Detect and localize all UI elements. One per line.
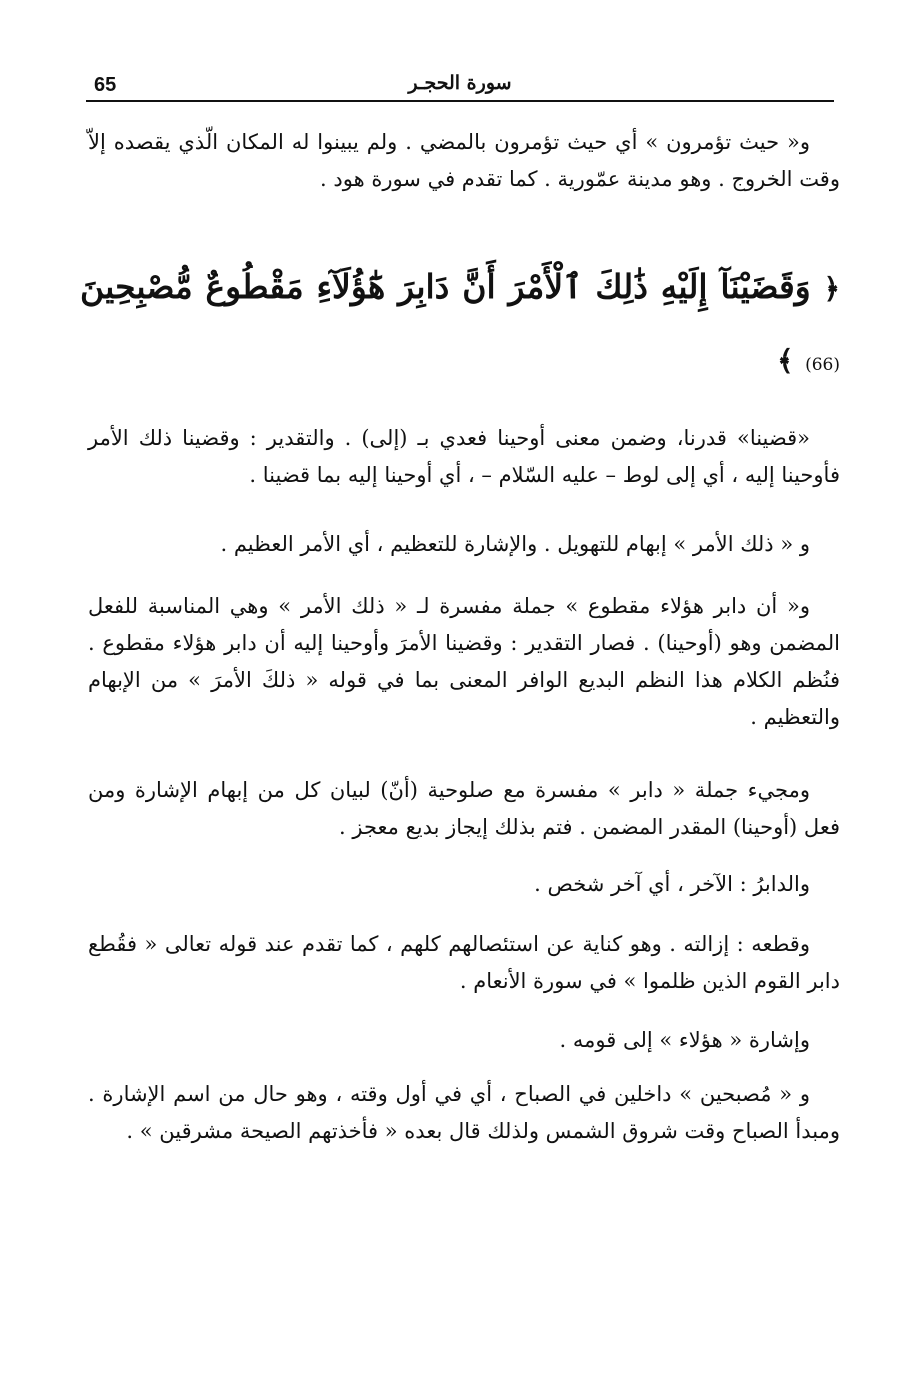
commentary-paragraph-6-block — [88, 926, 840, 1000]
quran-verse — [80, 252, 840, 400]
commentary-paragraph-1-block — [88, 420, 840, 494]
verse-open-bracket: ﴿ — [823, 272, 840, 305]
intro-paragraph-block — [88, 124, 840, 198]
commentary-paragraph-7-block — [88, 1022, 840, 1059]
verse-text: وَقَضَيْنَآ إِلَيْهِ ذَٰلِكَ ٱلْأَمْرَ أَنَّ دَابِرَ هَٰٓؤُلَآءِ مَقْطُوعٌ مُّصْبِحِينَ — [80, 267, 811, 306]
commentary-paragraph-4-block — [88, 772, 840, 846]
commentary-paragraph: وقطعه : إزالته . وهو كناية عن استئصالهم كلهم ، كما تقدم عند قوله تعالى « فقُطع دابر القوم الذين ظلموا » في سورة الأنعام . — [88, 932, 840, 993]
commentary-paragraph: و « مُصبحين » داخلين في الصباح ، أي في أول وقته ، وهو حال من اسم الإشارة . ومبدأ الصباح وقت شروق الشمس ولذلك قال بعده « فأخذتهم الصيحة مشرقين » . — [88, 1082, 840, 1143]
commentary-paragraph-8-block — [88, 1076, 840, 1150]
intro-paragraph: و« حيث تؤمرون » أي حيث تؤمرون بالمضي . ولم يبينوا له المكان الّذي يقصده إلاّ وقت الخروج . وهو مدينة عمّورية . كما تقدم في سورة هود . — [88, 130, 840, 191]
verse-number: (66) — [805, 355, 840, 375]
commentary-paragraph-5-block — [88, 866, 840, 903]
commentary-paragraph-2-block — [88, 526, 840, 563]
commentary-paragraph: و « ذلك الأمر » إبهام للتهويل . والإشارة للتعظيم ، أي الأمر العظيم . — [220, 532, 810, 556]
commentary-paragraph: ومجيء جملة « دابر » مفسرة مع صلوحية (أنّ) لبيان كل من إبهام الإشارة ومن فعل (أوحينا) المقدر المضمن . فتم بذلك إيجاز بديع معجز . — [88, 778, 840, 839]
page-header — [86, 70, 834, 102]
verse-close-bracket: ﴾ — [777, 344, 794, 377]
commentary-paragraph: والدابرُ : الآخر ، أي آخر شخص . — [534, 872, 810, 896]
commentary-paragraph: وإشارة « هؤلاء » إلى قومه . — [559, 1028, 810, 1052]
commentary-paragraph: «قضينا» قدرنا، وضمن معنى أوحينا فعدي بـ (إلى) . والتقدير : وقضينا ذلك الأمر فأوحينا إليه ، أي إلى لوط – عليه السّلام – ، أي أوحينا إليه بما قضينا . — [88, 426, 840, 487]
running-head-surah-title: سورة الحجـر — [408, 72, 512, 94]
commentary-paragraph: و« أن دابر هؤلاء مقطوع » جملة مفسرة لـ « ذلك الأمر » وهي المناسبة للفعل المضمن وهو (أوحينا) . فصار التقدير : وقضينا الأمرَ وأوحينا إليه أن دابر هؤلاء مقطوع . فنُظم الكلام هذا النظم البديع الوافر المعنى بما في قوله « ذلكَ الأمرَ » من الإبهام والتعظيم . — [88, 594, 840, 729]
commentary-paragraph-3-block — [88, 588, 840, 736]
page-number: 65 — [94, 74, 117, 96]
